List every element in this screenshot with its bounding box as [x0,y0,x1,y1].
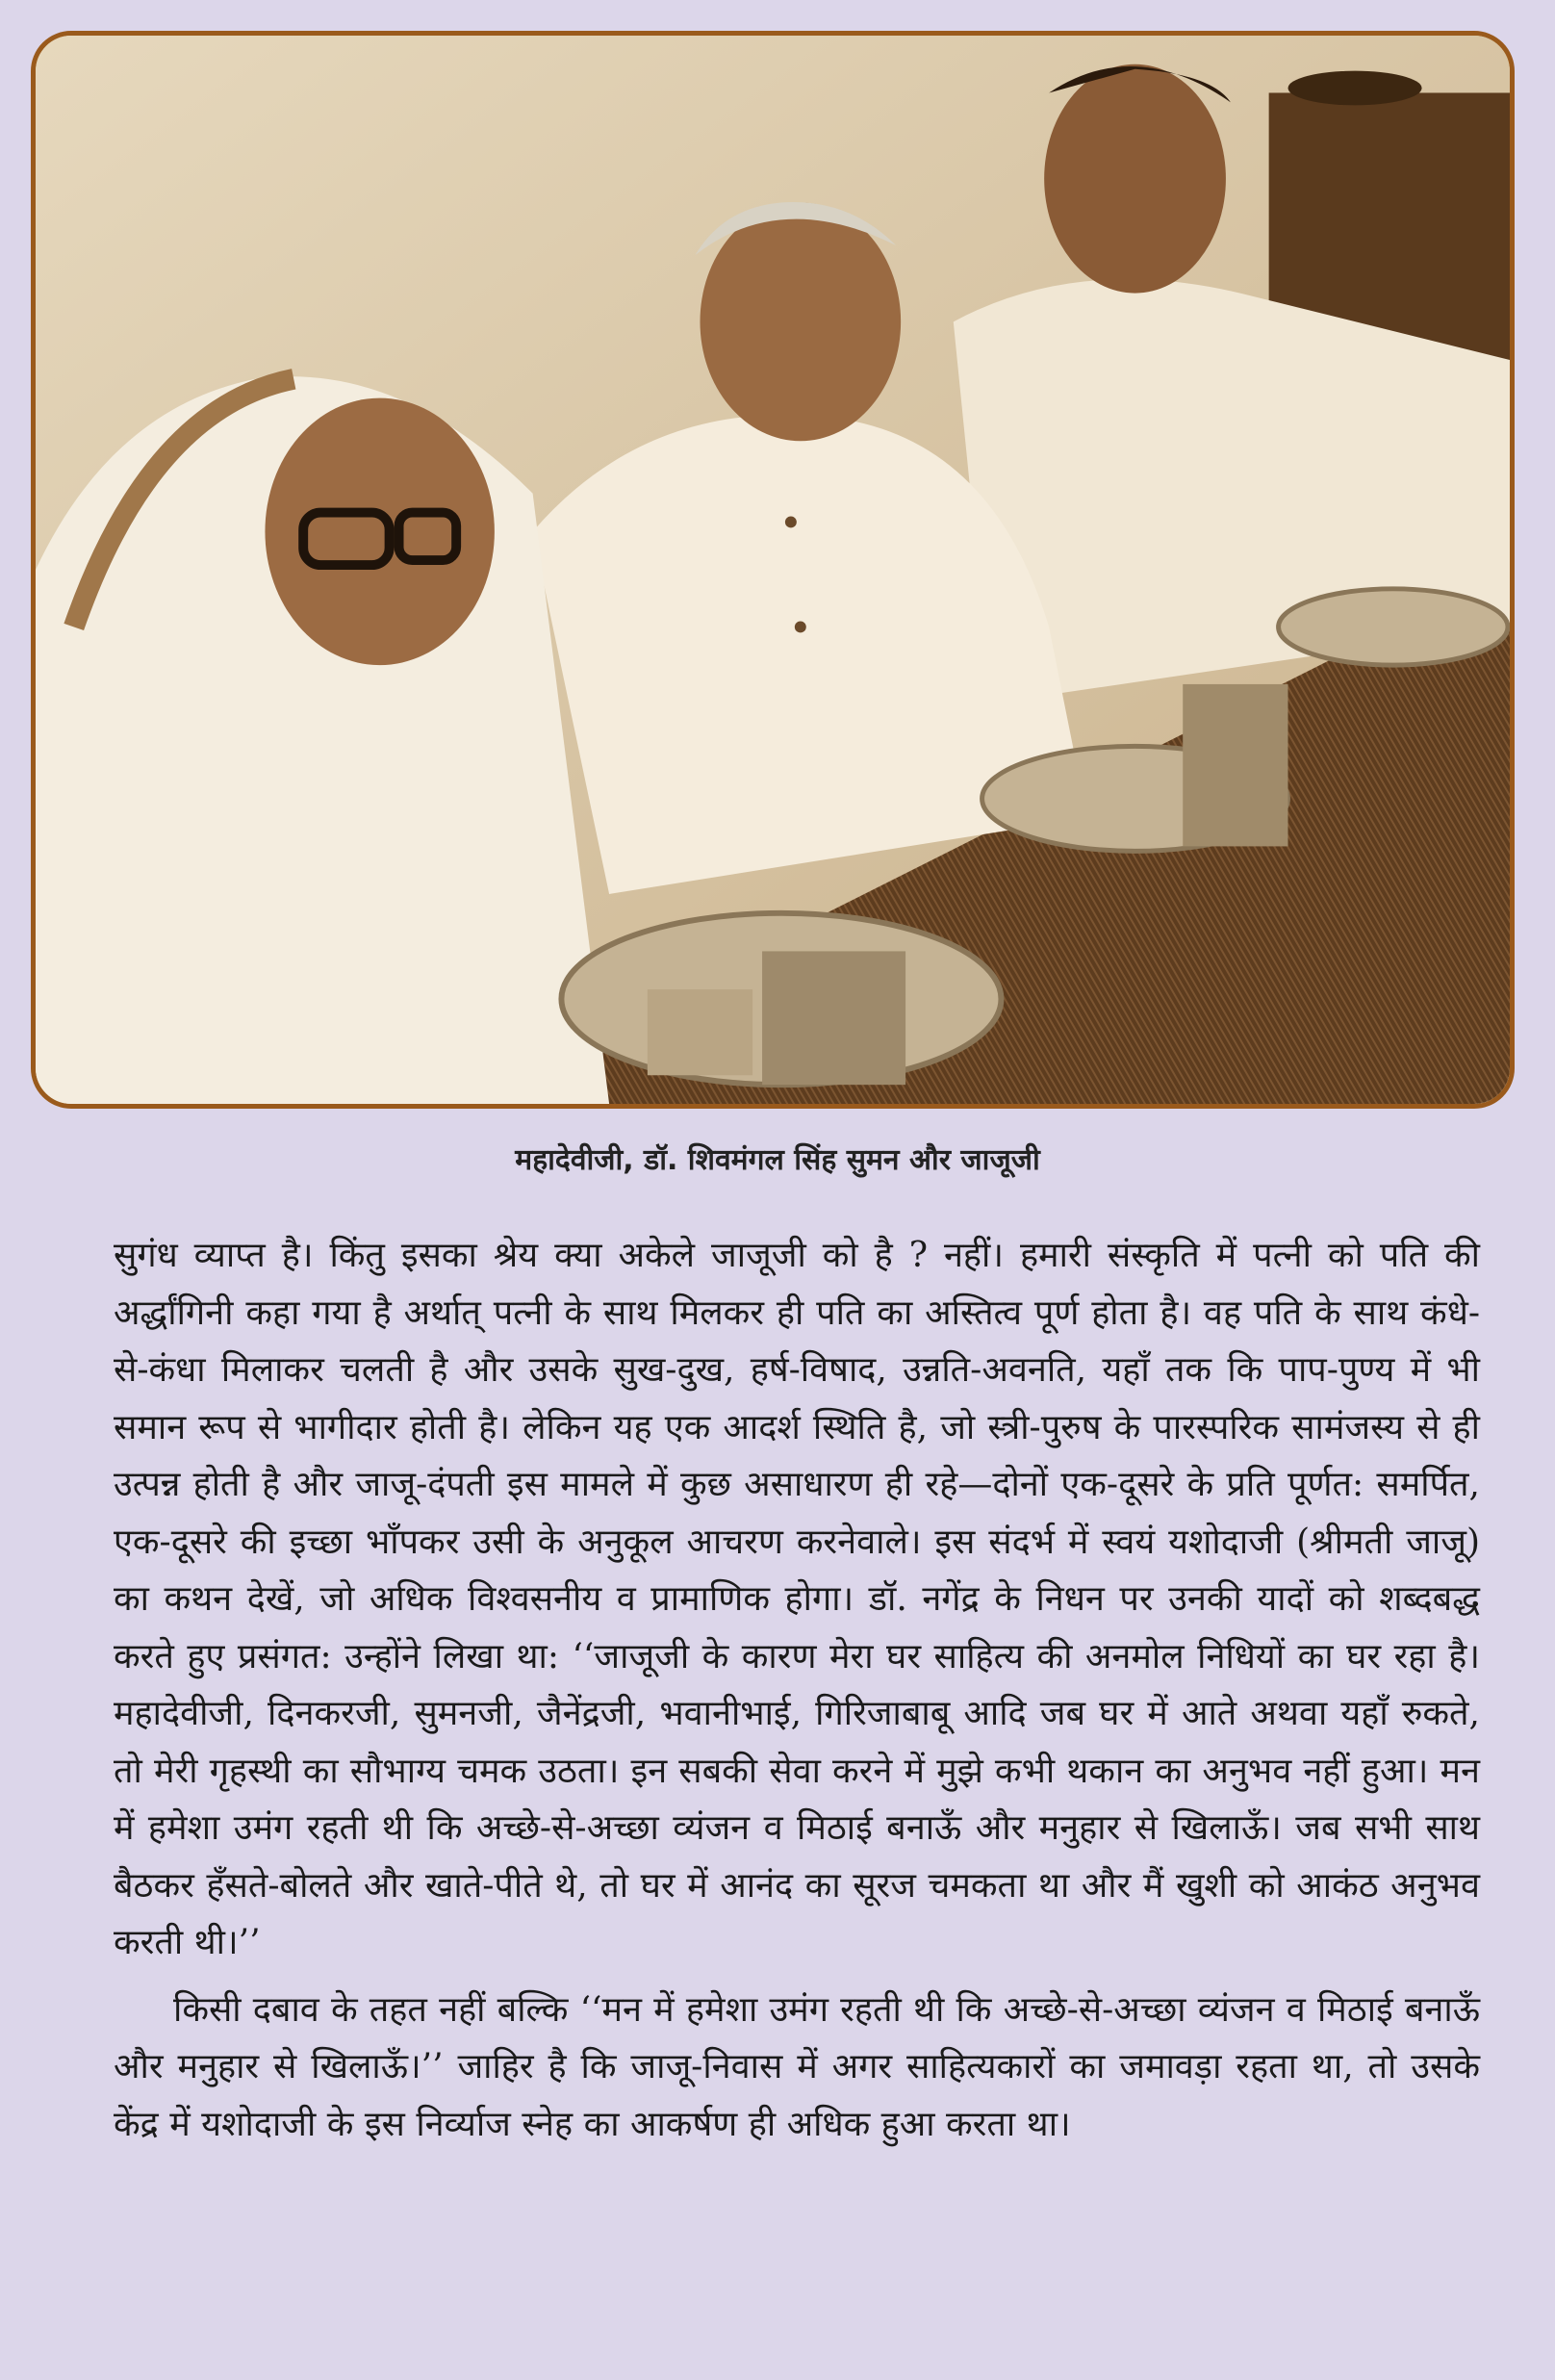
article-body [114,1227,1480,2153]
paragraph: किसी दबाव के तहत नहीं बल्कि ‘‘मन में हमेशा उमंग रहती थी कि अच्छे-से-अच्छा व्यंजन व मिठाई बनाऊँ और मनुहार से खिलाऊँ।’’ जाहिर है कि जाजू-निवास में अगर साहित्यकारों का जमावड़ा रहता था, तो उसके केंद्र में यशोदाजी के इस निर्व्याज स्नेह का आकर्षण ही अधिक हुआ करता था। [114,1989,1480,2144]
thali-right [1279,589,1508,665]
person-left [36,376,609,1104]
photo-frame [31,31,1515,1109]
photo-caption: महादेवीजी, डॉ. शिवमंगल सिंह सुमन और जाजूजी [515,1143,1040,1177]
thali-front [561,913,1001,1085]
paragraph: सुगंध व्याप्त है। किंतु इसका श्रेय क्या अकेले जाजूजी को है ? नहीं। हमारी संस्कृति में पत्नी को पति की अर्द्धांगिनी कहा गया है अर्थात् पत्नी के साथ मिलकर ही पति का अस्तित्व पूर्ण होता है। वह पति के साथ कंधे-से-कंधा मिलाकर चलती है और उसके सुख-दुख, हर्ष-विषाद, उन्नति-अवनति, यहाँ तक कि पाप-पुण्य में भी समान रूप से भागीदार होती है। लेकिन यह एक आदर्श स्थिति है, जो स्त्री-पुरुष के पारस्परिक सामंजस्य से ही उत्पन्न होती है और जाजू-दंपती इस मामले में कुछ असाधारण ही रहे—दोनों एक-दूसरे के प्रति पूर्णत: समर्पित, एक-दूसरे की इच्छा भाँपकर उसी के अनुकूल आचरण करनेवाले। इस संदर्भ में स्वयं यशोदाजी (श्रीमती जाजू) का कथन देखें, जो अधिक विश्वसनीय व प्रामाणिक होगा। डॉ. नगेंद्र के निधन पर उनकी यादों को शब्दबद्ध करते हुए प्रसंगत: उन्होंने लिखा था: ‘‘जाजूजी के कारण मेरा घर साहित्य की अनमोल निधियों का घर रहा है। महादेवीजी, दिनकरजी, सुमनजी, जैनेंद्रजी, भवानीभाई, गिरिजाबाबू आदि जब घर में आते अथवा यहाँ रुकते, तो मेरी गृहस्थी का सौभाग्य चमक उठता। इन सबकी सेवा करने में मुझे कभी थकान का अनुभव नहीं हुआ। मन में हमेशा उमंग रहती थी कि अच्छे-से-अच्छा व्यंजन व मिठाई बनाऊँ और मनुहार से खिलाऊँ। जब सभी साथ बैठकर हँसते-बोलते और खाते-पीते थे, तो घर में आनंद का सूरज चमकता था और मैं खुशी को आकंठ अनुभव करती थी।’’ [114,1236,1480,1962]
sepia-photograph [36,36,1510,1104]
